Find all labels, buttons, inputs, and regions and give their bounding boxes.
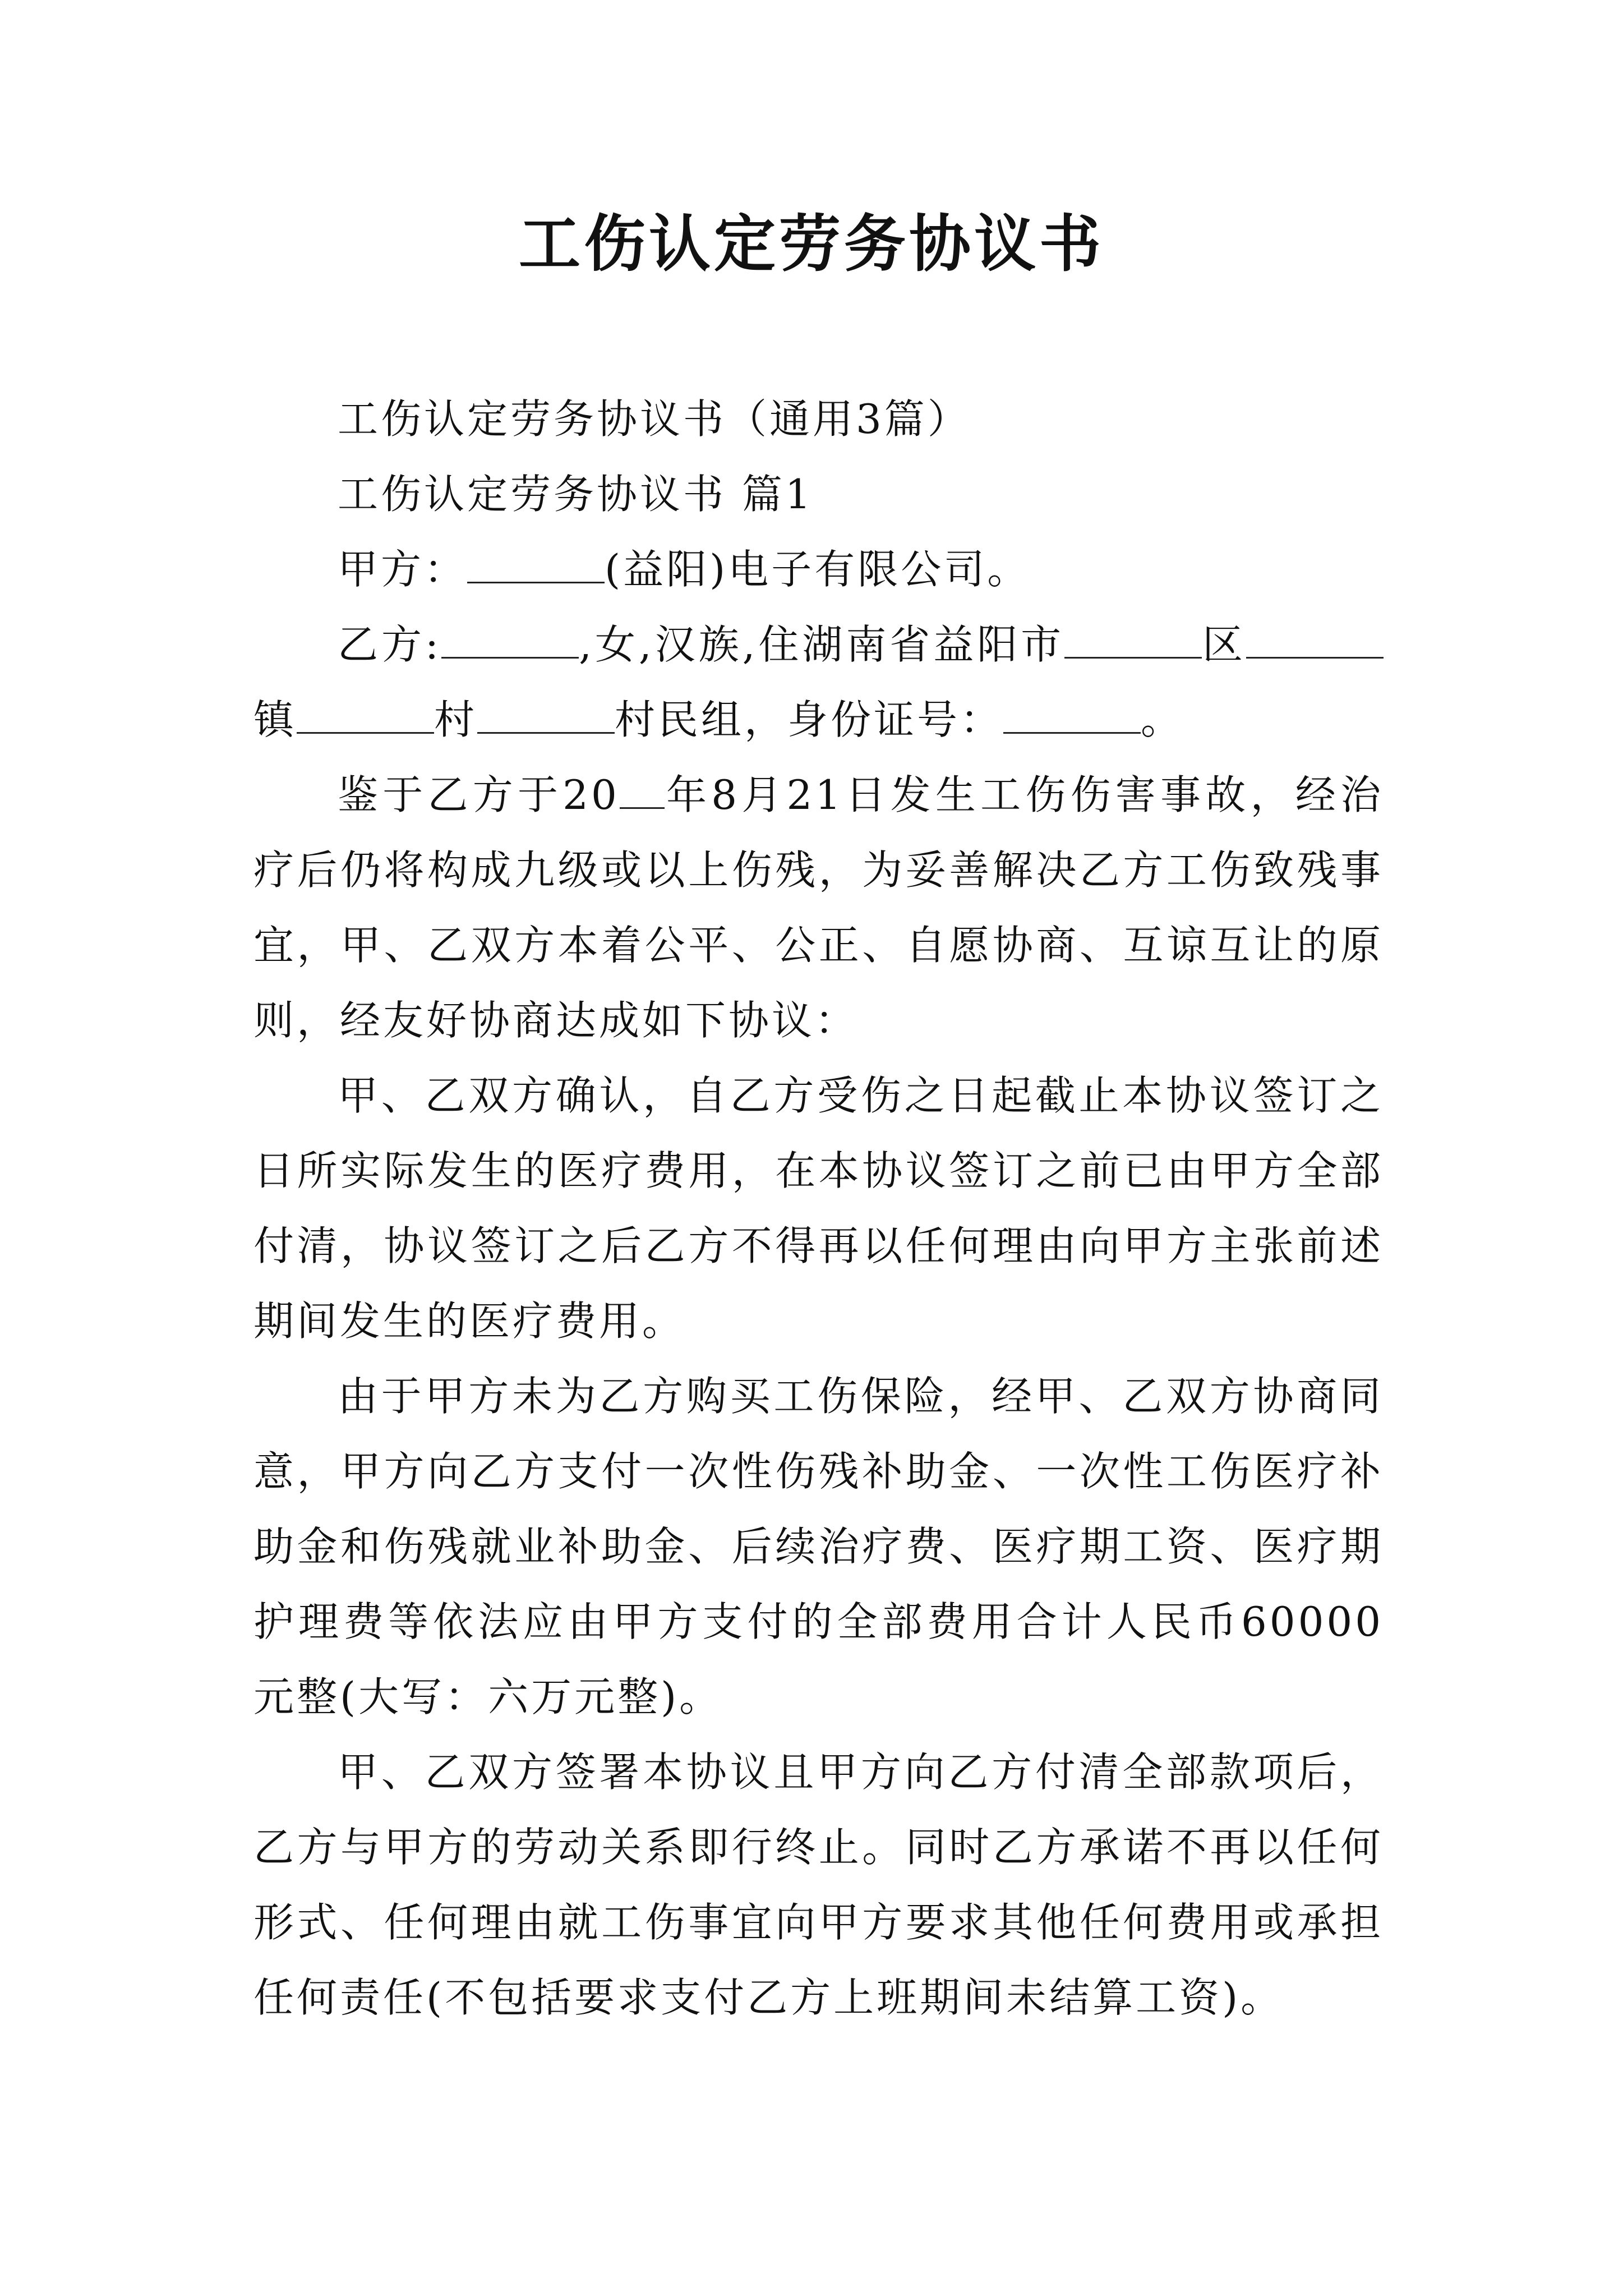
party-b-text-6: 。 <box>1141 696 1184 743</box>
clause-medical-costs: 甲、乙双方确认，自乙方受伤之日起截止本协议签订之日所实际发生的医疗费用，在本协议签订之前已由甲方全部付清，协议签订之后乙方不得再以任何理由向甲方主张前述期间发生的医疗费用。 <box>253 1072 1384 1345</box>
document-body <box>253 381 1384 2035</box>
recital-text-2: 年8月21日发生工伤伤害事故，经治疗后仍将构成九级或以上伤残，为妥善解决乙方工伤致残事宜，甲、乙双方本着公平、公正、自愿协商、互谅互让的原则，经友好协商达成如下协议： <box>253 771 1384 1044</box>
party-b-text-4: 村 <box>434 696 478 743</box>
id-number-blank <box>1003 693 1141 734</box>
party-a-name-blank <box>467 542 605 583</box>
party-b-text-1: ,女,汉族,住湖南省益阳市 <box>579 621 1065 668</box>
subtitle-text: 工伤认定劳务协议书（通用3篇） <box>338 395 971 443</box>
village-blank <box>477 693 615 734</box>
town-blank <box>297 693 434 734</box>
party-a-line <box>253 532 1384 607</box>
party-b-name-blank <box>441 618 579 659</box>
party-a-suffix: (益阳)电子有限公司。 <box>605 546 1031 593</box>
document-title: 工伤认定劳务协议书 <box>519 208 1104 280</box>
party-b-label: 乙方: <box>338 621 442 668</box>
section-heading-text: 工伤认定劳务协议书 篇1 <box>338 471 814 518</box>
recital-paragraph <box>253 757 1384 1058</box>
section-heading <box>253 457 1384 532</box>
party-b-line <box>253 607 1384 757</box>
document-subtitle <box>253 381 1384 457</box>
recital-text-1: 鉴于乙方于20 <box>338 771 620 818</box>
city-blank <box>1064 618 1202 659</box>
year-blank <box>620 768 665 809</box>
party-b-text-2: 区 <box>1202 621 1246 668</box>
party-b-text-5: 村民组，身份证号： <box>615 696 1004 743</box>
party-b-text-3: 镇 <box>253 696 297 743</box>
district-blank <box>1246 618 1384 659</box>
party-a-label: 甲方： <box>338 546 468 593</box>
clause-termination: 甲、乙双方签署本协议且甲方向乙方付清全部款项后，乙方与甲方的劳动关系即行终止。同时乙方承诺不再以任何形式、任何理由就工伤事宜向甲方要求其他任何费用或承担任何责任(不包括要求支付乙方上班期间未结算工资)。 <box>253 1749 1384 2021</box>
clause-compensation: 由于甲方未为乙方购买工伤保险，经甲、乙双方协商同意，甲方向乙方支付一次性伤残补助金、一次性工伤医疗补助金和伤残就业补助金、后续治疗费、医疗期工资、医疗期护理费等依法应由甲方支付的全部费用合计人民币60000元整(大写：六万元整)。 <box>253 1373 1384 1720</box>
